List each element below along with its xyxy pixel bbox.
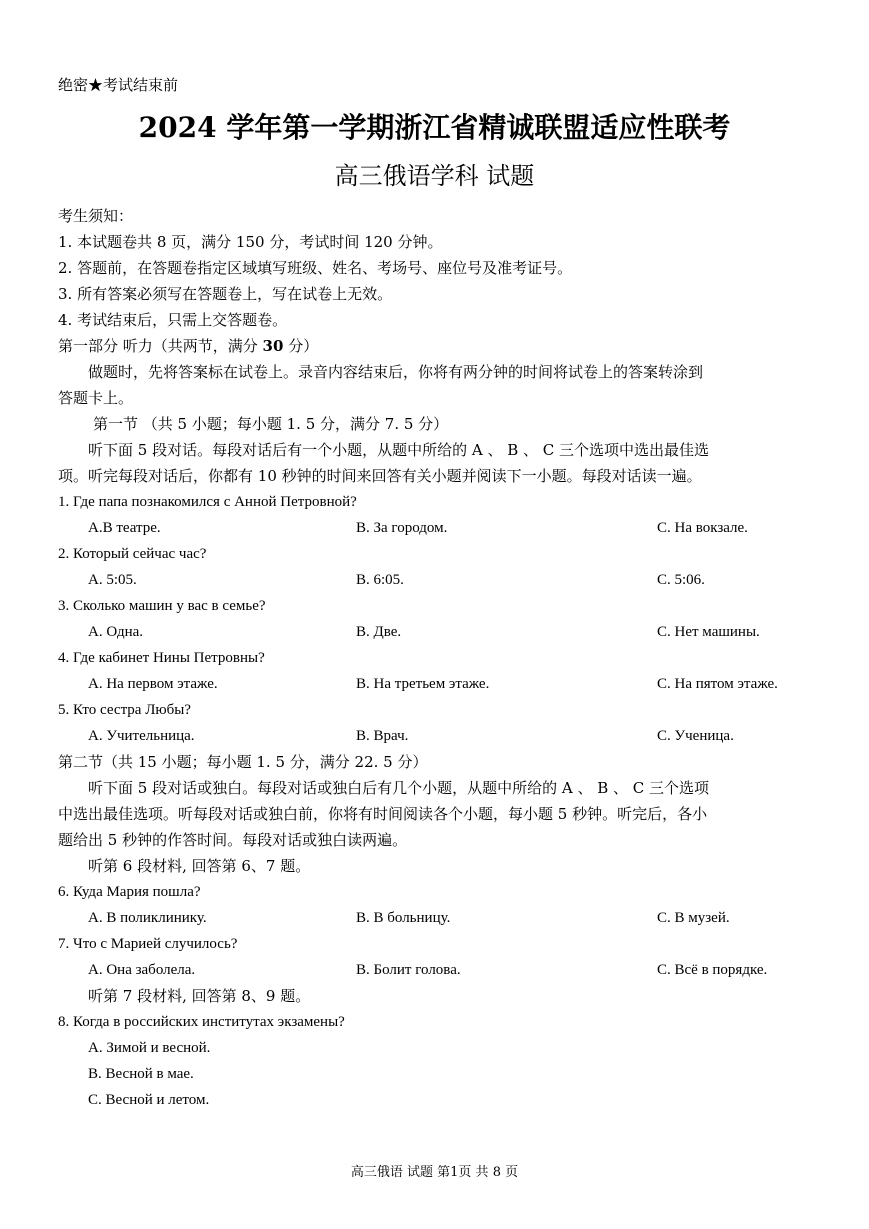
- material-instruction: 听第 6 段材料, 回答第 6、7 题。: [88, 857, 311, 875]
- option-a: A. Зимой и весной.: [88, 1040, 211, 1056]
- option-c: C. Весной и летом.: [88, 1092, 210, 1108]
- option-b: B. В больницу.: [356, 910, 451, 926]
- option-c: C. Нет машины.: [657, 624, 760, 640]
- notice-item: 4. 考试结束后，只需上交答题卷。: [58, 311, 288, 329]
- question-text: 8. Когда в российских институтах экзамены?: [58, 1014, 345, 1030]
- section1-intro: 听下面 5 段对话。每段对话后有一个小题，从题中所给的 A 、 B 、 C 三个选项中选出最佳选: [88, 441, 710, 459]
- option-c: C. Всё в порядке.: [657, 962, 768, 978]
- section1-intro: 项。听完每段对话后，你都有 10 秒钟的时间来回答有关小题并阅读下一小题。每段对话读一遍。: [58, 467, 702, 485]
- page-footer: 高三俄语 试题 第1页 共 8 页: [350, 1165, 519, 1180]
- option-a: A. Учительница.: [88, 728, 195, 744]
- section2-intro: 中选出最佳选项。听每段对话或独白前，你将有时间阅读各个小题，每小题 5 秒钟。听完后，各小: [58, 805, 708, 823]
- option-b: B. Две.: [356, 624, 402, 640]
- question-text: 7. Что с Марией случилось?: [58, 936, 238, 952]
- option-a: A. В поликлинику.: [88, 910, 207, 926]
- option-b: B. Весной в мае.: [88, 1066, 194, 1082]
- option-a: A. На первом этаже.: [88, 676, 218, 692]
- question-text: 4. Где кабинет Нины Петровны?: [58, 650, 265, 666]
- confidential-label: 绝密★考试结束前: [58, 76, 179, 94]
- option-a: A. 5:05.: [88, 572, 137, 588]
- part1-intro: 答题卡上。: [58, 389, 134, 407]
- question-text: 6. Куда Мария пошла?: [58, 884, 201, 900]
- exam-title: 2024 学年第一学期浙江省精诚联盟适应性联考: [138, 111, 731, 144]
- section1-heading: 第一节 （共 5 小题；每小题 1. 5 分，满分 7. 5 分）: [93, 415, 449, 433]
- option-c: C. В музей.: [657, 910, 730, 926]
- option-a: A. Одна.: [88, 624, 144, 640]
- option-a: A.В театре.: [88, 520, 161, 536]
- option-c: C. На вокзале.: [657, 520, 748, 536]
- option-c: C. На пятом этаже.: [657, 676, 778, 692]
- notice-heading: 考生须知：: [58, 207, 134, 225]
- question-text: 2. Который сейчас час?: [58, 546, 207, 562]
- notice-item: 3. 所有答案必须写在答题卷上，写在试卷上无效。: [58, 285, 393, 303]
- part1-heading: 第一部分 听力（共两节，满分 30 分）: [58, 337, 319, 355]
- option-c: C. 5:06.: [657, 572, 705, 588]
- material-instruction: 听第 7 段材料, 回答第 8、9 题。: [88, 987, 311, 1005]
- option-b: B. Болит голова.: [356, 962, 461, 978]
- notice-item: 2. 答题前，在答题卷指定区域填写班级、姓名、考场号、座位号及准考证号。: [58, 259, 573, 277]
- section2-intro: 题给出 5 秒钟的作答时间。每段对话或独白读两遍。: [58, 831, 408, 849]
- notice-item: 1. 本试题卷共 8 页，满分 150 分，考试时间 120 分钟。: [58, 233, 443, 251]
- section2-heading: 第二节（共 15 小题；每小题 1. 5 分，满分 22. 5 分）: [58, 753, 428, 771]
- section2-intro: 听下面 5 段对话或独白。每段对话或独白后有几个小题，从题中所给的 A 、 B 、 C 三个选项: [88, 779, 710, 797]
- option-c: C. Ученица.: [657, 728, 734, 744]
- option-a: A. Она заболела.: [88, 962, 196, 978]
- option-b: B. За городом.: [356, 520, 448, 536]
- option-b: B. 6:05.: [356, 572, 404, 588]
- exam-subtitle: 高三俄语学科 试题: [334, 162, 535, 190]
- question-text: 5. Кто сестра Любы?: [58, 702, 191, 718]
- option-b: B. Врач.: [356, 728, 409, 744]
- option-b: B. На третьем этаже.: [356, 676, 490, 692]
- question-text: 3. Сколько машин у вас в семье?: [58, 598, 266, 614]
- part1-intro: 做题时，先将答案标在试卷上。录音内容结束后，你将有两分钟的时间将试卷上的答案转涂到: [88, 363, 704, 381]
- question-text: 1. Где папа познакомился с Анной Петровной?: [58, 494, 357, 510]
